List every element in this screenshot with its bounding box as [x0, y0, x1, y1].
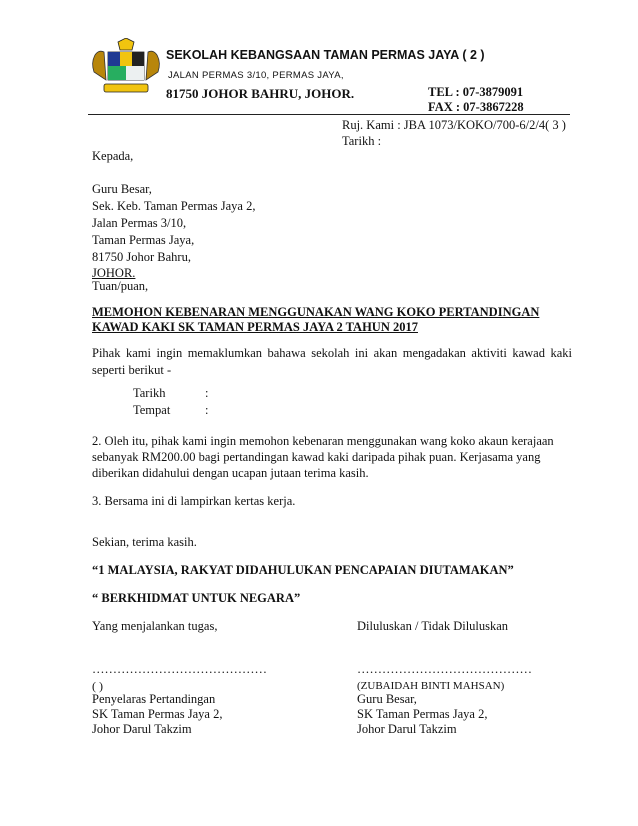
recipient-greeting: Kepada, — [92, 149, 134, 163]
body-paragraph-2: diberikan didahului dengan ucapan jutaan terima kasih. — [92, 466, 369, 480]
signature-right-caption: Diluluskan / Tidak Diluluskan — [357, 619, 509, 633]
detail-label-date: Tarikh — [133, 386, 166, 400]
salutation: Tuan/puan, — [92, 279, 149, 293]
body-paragraph-2: 2. Oleh itu, pihak kami ingin memohon kebenaran menggunakan wang koko akaun kerajaan — [92, 434, 554, 448]
signature-right-role: Guru Besar, — [357, 692, 417, 706]
signature-left-place: Johor Darul Takzim — [92, 722, 192, 736]
detail-separator: : — [205, 403, 209, 417]
slogan-1malaysia: “1 MALAYSIA, RAKYAT DIDAHULUKAN PENCAPAIAN DIUTAMAKAN” — [92, 563, 514, 577]
signature-left-line: …………………………………… — [92, 662, 267, 676]
detail-label-venue: Tempat — [133, 403, 171, 417]
body-paragraph-3: 3. Bersama ini di lampirkan kertas kerja. — [92, 494, 296, 508]
reference-number: Ruj. Kami : JBA 1073/KOKO/700-6/2/4( 3 ) — [342, 118, 566, 132]
body-paragraph-2: sebanyak RM200.00 bagi pertandingan kawad kaki daripada pihak puan. Kerjasama yang — [92, 450, 541, 464]
school-name: SEKOLAH KEBANGSAAN TAMAN PERMAS JAYA ( 2 ) — [166, 48, 485, 62]
letterhead-divider — [88, 114, 570, 115]
detail-separator: : — [205, 386, 209, 400]
signature-left-name: ( ) — [92, 679, 103, 693]
fax-number: FAX : 07-3867228 — [428, 100, 524, 114]
school-address-line1: JALAN PERMAS 3/10, PERMAS JAYA, — [168, 70, 344, 81]
school-address-line2: 81750 JOHOR BAHRU, JOHOR. — [166, 86, 355, 101]
subject-line2: KAWAD KAKI SK TAMAN PERMAS JAYA 2 TAHUN 2017 — [92, 320, 418, 334]
recipient-line: JOHOR. — [92, 266, 136, 280]
closing-remark: Sekian, terima kasih. — [92, 535, 197, 549]
slogan-berkhidmat: “ BERKHIDMAT UNTUK NEGARA” — [92, 591, 301, 605]
recipient-line: Jalan Permas 3/10, — [92, 216, 187, 230]
body-paragraph-1: Pihak kami ingin memaklumkan bahawa sekolah ini akan mengadakan aktiviti kawad kaki seperti berikut - — [92, 346, 572, 377]
signature-right-line: …………………………………… — [357, 662, 532, 676]
recipient-line: Sek. Keb. Taman Permas Jaya 2, — [92, 199, 256, 213]
school-crest-icon — [88, 38, 164, 98]
reference-date: Tarikh : — [342, 134, 382, 148]
recipient-line: Taman Permas Jaya, — [92, 233, 195, 247]
signature-right-name: (ZUBAIDAH BINTI MAHSAN) — [357, 680, 505, 692]
signature-right-place: Johor Darul Takzim — [357, 722, 457, 736]
signature-left-role: Penyelaras Pertandingan — [92, 692, 216, 706]
signature-left-org: SK Taman Permas Jaya 2, — [92, 707, 223, 721]
signature-right-org: SK Taman Permas Jaya 2, — [357, 707, 488, 721]
subject-line1: MEMOHON KEBENARAN MENGGUNAKAN WANG KOKO PERTANDINGAN — [92, 305, 540, 319]
recipient-line: 81750 Johor Bahru, — [92, 250, 191, 264]
tel-number: TEL : 07-3879091 — [428, 85, 524, 99]
recipient-line: Guru Besar, — [92, 182, 152, 196]
signature-left-caption: Yang menjalankan tugas, — [92, 619, 218, 633]
